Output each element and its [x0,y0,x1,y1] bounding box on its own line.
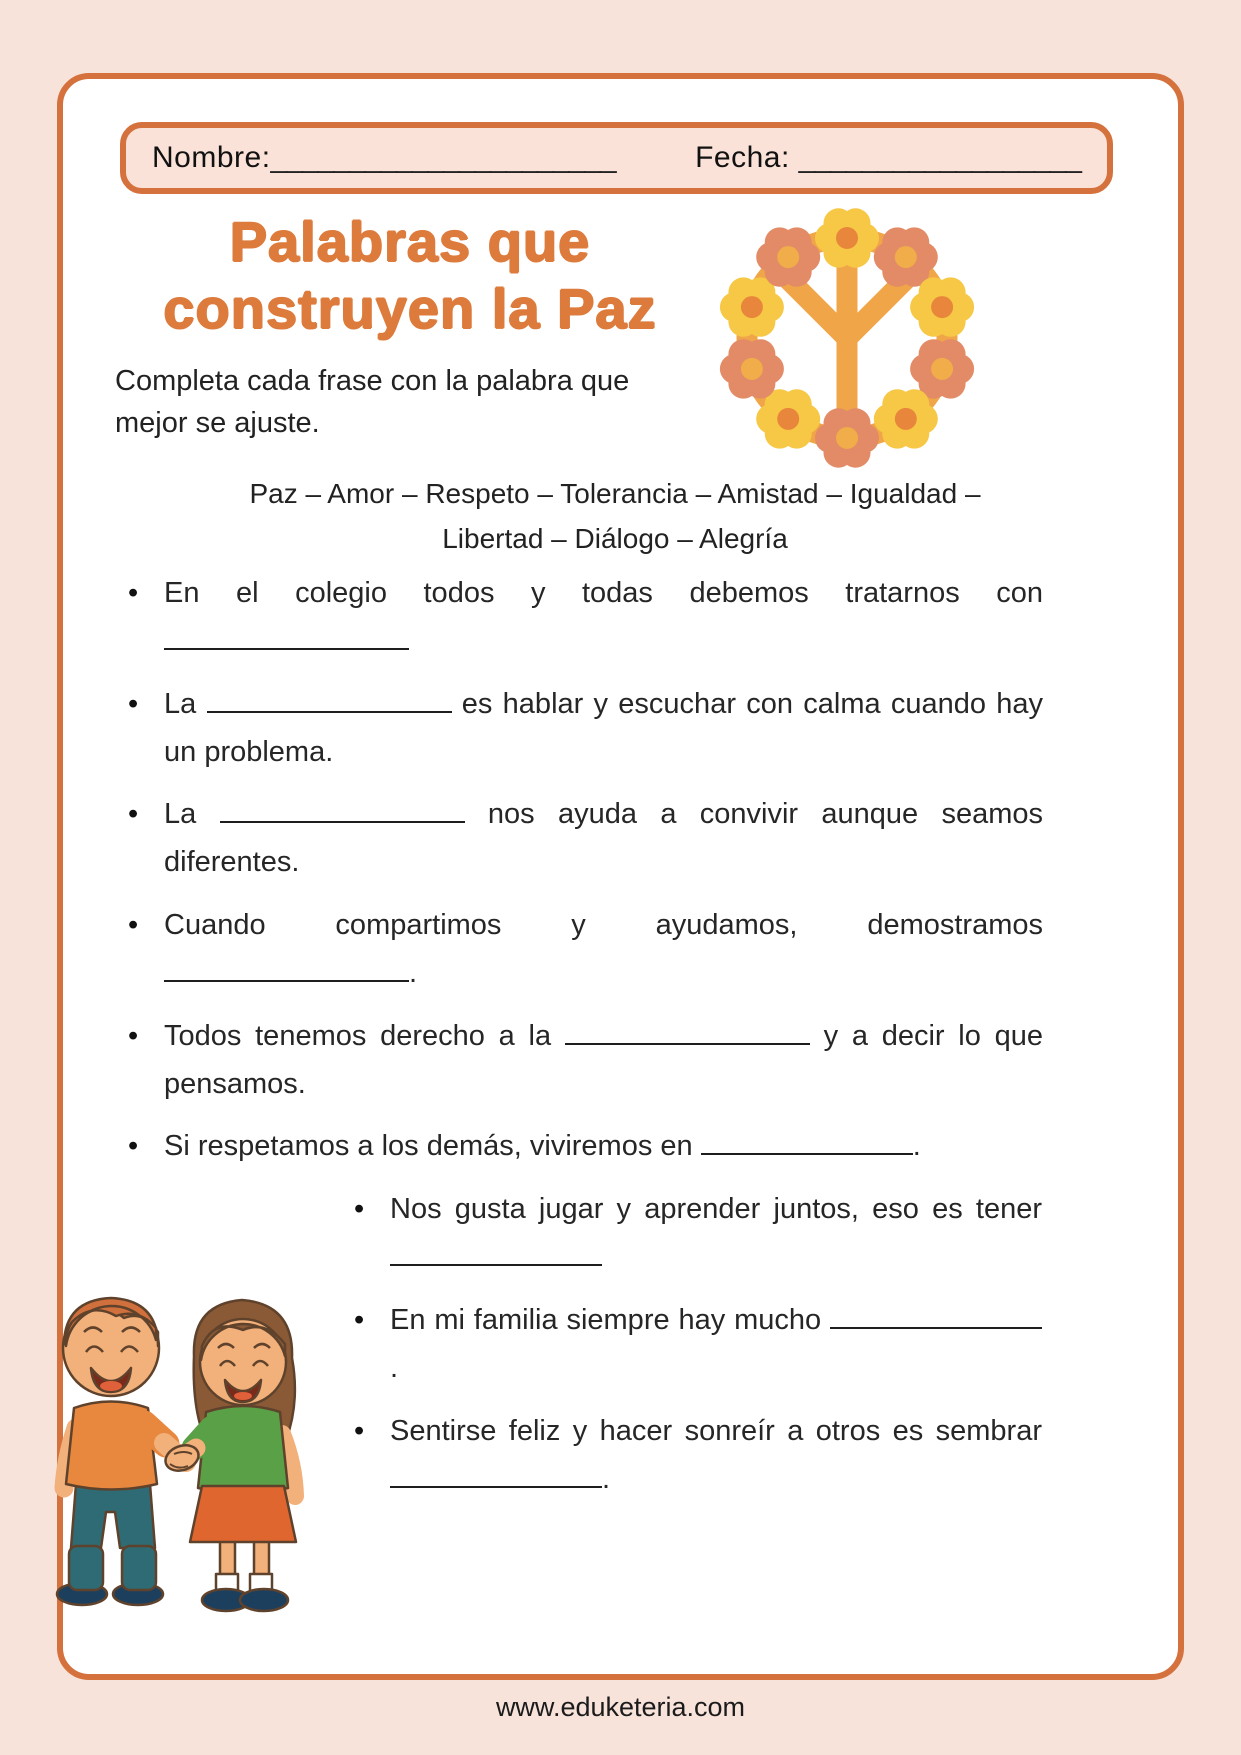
boy-figure [57,1298,186,1605]
sentence-before: En el colegio todos y todas debemos tratarnos con [164,577,1043,609]
date-label: Fecha: [695,141,790,174]
word-bank [90,472,1140,562]
bullet-dot: • [128,798,139,831]
exercise-sublist [354,1186,1042,1503]
sentence-after: . [912,1130,921,1163]
fill-in-blank [701,1151,913,1155]
word-bank-line1: Paz – Amor – Respeto – Tolerancia – Amistad – Igualdad – [249,478,981,509]
bullet-dot: • [128,687,139,720]
peace-flower-wreath-illustration [697,188,997,488]
exercise-item-7 [354,1186,1042,1282]
exercise-item-3 [128,791,1043,887]
bullet-dot: • [354,1414,365,1447]
sentence-before: Sentirse feliz y hacer sonreír a otros es sembrar [390,1414,1042,1447]
sentence-after: . [602,1462,611,1495]
fill-in-blank [164,646,409,650]
sentence-before: La [164,798,197,831]
name-blank-line: ______________________ [270,141,616,174]
sentence-after: . [409,956,418,989]
sentence-before: En mi familia siempre hay mucho [390,1303,822,1336]
bullet-dot: • [354,1303,365,1336]
exercise-item-4 [128,902,1043,998]
fill-in-blank [220,819,465,823]
name-field [152,141,655,175]
sentence-after: nos ayuda a convivir aunque seamos diferentes. [164,798,1044,879]
exercise-item-9 [354,1408,1042,1504]
name-label: Nombre: [152,141,271,174]
fill-in-blank [390,1262,602,1266]
sentence-before: Si respetamos a los demás, viviremos en [164,1130,693,1163]
fill-in-blank [207,709,452,713]
exercise-item-2 [128,681,1043,777]
exercise-item-5 [128,1013,1043,1109]
page-title-line2: construyen la Paz [163,277,657,341]
bullet-dot: • [128,909,139,942]
fill-in-blank [565,1041,810,1045]
word-bank-line2: Libertad – Diálogo – Alegría [442,522,788,554]
sentence-before: La [164,687,197,720]
date-blank-line: __________________ [798,141,1081,174]
sentence-after: . [390,1351,399,1384]
sentence-before: Cuando compartimos y ayudamos, demostramos [164,909,1043,942]
instructions-text: Completa cada frase con la palabra que mejor se ajuste. [115,365,630,440]
sentence-after: y a decir lo que pensamos. [164,1019,1044,1100]
exercise-item-1 [128,570,1043,666]
page-title [100,208,720,342]
name-date-box [120,122,1113,194]
bullet-dot: • [354,1193,365,1226]
fill-in-blank [390,1484,602,1488]
bullet-dot: • [128,577,139,609]
children-handshake-illustration [14,1196,326,1628]
page-title-line1: Palabras que [229,210,591,273]
bullet-dot: • [128,1130,139,1163]
footer-url: www.eduketeria.com [495,1692,746,1722]
fill-in-blank [830,1325,1042,1329]
bullet-dot: • [128,1019,139,1052]
date-field [695,141,1081,175]
exercise-item-6 [128,1123,1043,1171]
exercise-item-8 [354,1297,1042,1393]
sentence-before: Todos tenemos derecho a la [164,1019,552,1052]
sentence-before: Nos gusta jugar y aprender juntos, eso es tener [390,1193,1042,1226]
sentence-after: es hablar y escuchar con calma cuando hay un problema. [164,687,1044,768]
fill-in-blank [164,978,409,982]
